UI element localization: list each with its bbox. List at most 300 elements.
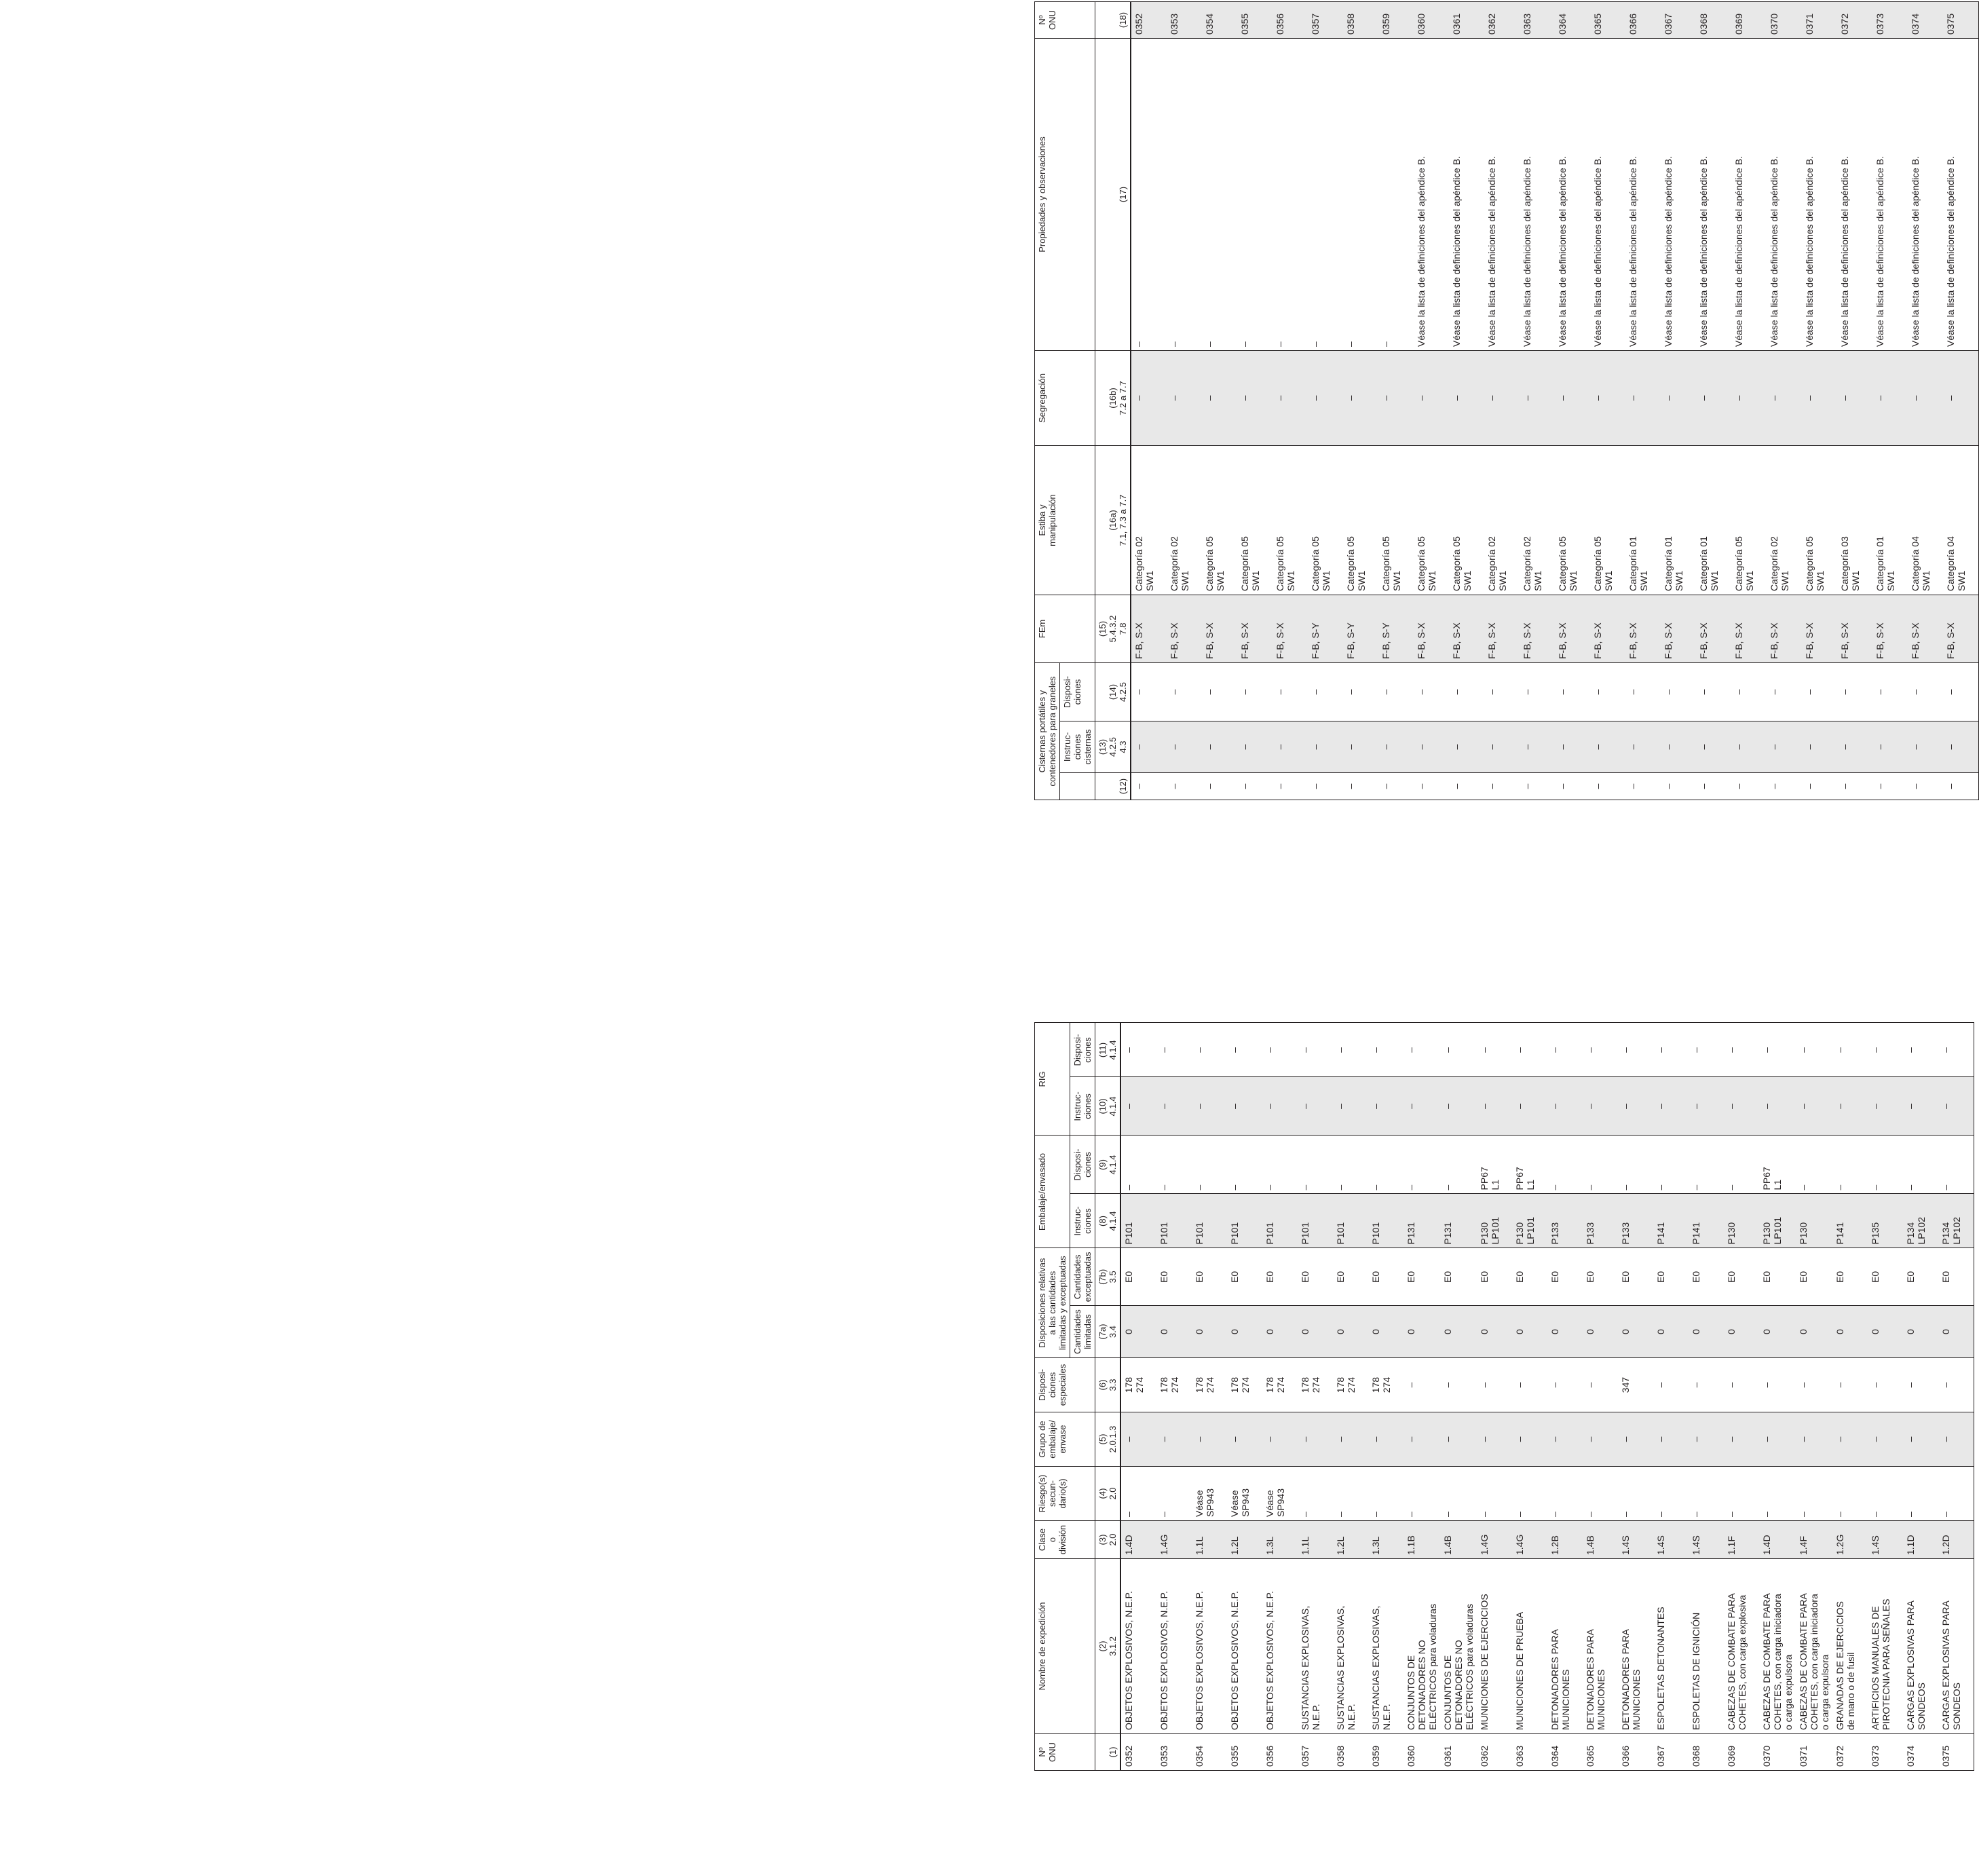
cell-onu: 0363: [1512, 1734, 1547, 1771]
cell-pack-provisions: –: [1689, 1136, 1724, 1194]
cell-tank-provisions: –: [1908, 663, 1943, 721]
cell-ibc-instructions: –: [1832, 1077, 1868, 1136]
cell-tank-instructions: –: [1414, 721, 1449, 773]
cell-ibc-provisions: –: [1938, 1023, 1974, 1077]
cell-col12: –: [1520, 773, 1555, 800]
cell-col12: –: [1661, 773, 1696, 800]
cell-class: 1.2G: [1832, 1521, 1868, 1559]
cell-pack-instructions: P131: [1403, 1194, 1440, 1248]
cell-stowage: Categoría 01 SW1: [1696, 446, 1731, 595]
cell-shipping-name: ESPOLETAS DETONANTES: [1653, 1559, 1689, 1734]
cell-pack-provisions: –: [1368, 1136, 1403, 1194]
cell-excepted: E0: [1262, 1248, 1298, 1306]
cell-segregation: –: [1308, 351, 1343, 446]
cell-tank-provisions: –: [1696, 663, 1731, 721]
cell-tank-provisions: –: [1802, 663, 1837, 721]
cell-tank-provisions: –: [1731, 663, 1767, 721]
cell-pack-provisions: PP67 L1: [1512, 1136, 1547, 1194]
cell-pack-provisions: –: [1227, 1136, 1262, 1194]
cell-segregation: –: [1590, 351, 1625, 446]
cell-excepted: E0: [1583, 1248, 1618, 1306]
cell-onu: 0372: [1832, 1734, 1868, 1771]
cell-excepted: E0: [1368, 1248, 1403, 1306]
cell-stowage: Categoría 02 SW1: [1520, 446, 1555, 595]
cell-packing-group: –: [1403, 1412, 1440, 1467]
cell-pack-provisions: –: [1653, 1136, 1689, 1194]
cell-class: 1.2D: [1938, 1521, 1974, 1559]
cell-limited: 0: [1832, 1306, 1868, 1358]
cell-col12: –: [1802, 773, 1837, 800]
cell-ibc-instructions: –: [1938, 1077, 1974, 1136]
colnum-1: (1): [1095, 1734, 1121, 1771]
cell-excepted: E0: [1403, 1248, 1440, 1306]
cell-onu-right: 0370: [1767, 2, 1802, 39]
cell-packing-group: –: [1477, 1412, 1512, 1467]
cell-excepted: E0: [1903, 1248, 1938, 1306]
table-row: [1908, 2, 1943, 800]
cell-limited: 0: [1796, 1306, 1832, 1358]
cell-class: 1.1B: [1403, 1521, 1440, 1559]
cell-special-provisions: 178 274: [1368, 1358, 1403, 1412]
cell-pack-provisions: –: [1298, 1136, 1333, 1194]
table-row: [1696, 2, 1731, 800]
cell-onu: 0368: [1689, 1734, 1724, 1771]
cell-col12: –: [1308, 773, 1343, 800]
cell-onu-right: 0364: [1555, 2, 1590, 39]
cell-tank-provisions: –: [1167, 663, 1202, 721]
cell-tank-instructions: –: [1237, 721, 1273, 773]
cell-ibc-provisions: –: [1262, 1023, 1298, 1077]
cell-ibc-provisions: –: [1653, 1023, 1689, 1077]
cell-ibc-instructions: –: [1192, 1077, 1227, 1136]
cell-limited: 0: [1938, 1306, 1974, 1358]
header-shipping-name: Nombre de expedición: [1035, 1559, 1095, 1734]
cell-packing-group: –: [1512, 1412, 1547, 1467]
cell-special-provisions: –: [1938, 1358, 1974, 1412]
cell-tank-provisions: –: [1414, 663, 1449, 721]
cell-pack-instructions: P101: [1192, 1194, 1227, 1248]
cell-excepted: E0: [1938, 1248, 1974, 1306]
header-packing-group: Grupo de embalaje/ envase: [1035, 1412, 1095, 1467]
cell-limited: 0: [1689, 1306, 1724, 1358]
cell-pack-instructions: P101: [1368, 1194, 1403, 1248]
cell-class: 1.2B: [1547, 1521, 1583, 1559]
cell-subsidiary-risk: –: [1547, 1467, 1583, 1521]
header-ibc-instructions: Instruc- ciones: [1070, 1077, 1095, 1136]
cell-tank-instructions: –: [1308, 721, 1343, 773]
cell-ems: F-B, S-X: [1590, 595, 1625, 663]
cell-stowage: Categoría 05 SW1: [1414, 446, 1449, 595]
cell-stowage: Categoría 05 SW1: [1308, 446, 1343, 595]
cell-onu: 0373: [1868, 1734, 1903, 1771]
table-row: [1731, 2, 1767, 800]
cell-onu: 0356: [1262, 1734, 1298, 1771]
cell-tank-provisions: –: [1273, 663, 1308, 721]
cell-tank-instructions: –: [1131, 721, 1167, 773]
cell-pack-instructions: P130: [1724, 1194, 1759, 1248]
cell-onu: 0353: [1156, 1734, 1192, 1771]
cell-excepted: E0: [1868, 1248, 1903, 1306]
cell-ibc-provisions: –: [1868, 1023, 1903, 1077]
cell-class: 1.4G: [1512, 1521, 1547, 1559]
table-row: [1547, 1023, 1583, 1771]
cell-tank-provisions: –: [1484, 663, 1520, 721]
cell-pack-instructions: P134 LP102: [1903, 1194, 1938, 1248]
header-pack-instructions: Instruc- ciones: [1070, 1194, 1095, 1248]
cell-ibc-provisions: –: [1477, 1023, 1512, 1077]
cell-onu-right: 0353: [1167, 2, 1202, 39]
cell-ems: F-B, S-X: [1943, 595, 1979, 663]
cell-onu: 0362: [1477, 1734, 1512, 1771]
cell-limited: 0: [1477, 1306, 1512, 1358]
cell-tank-instructions: –: [1943, 721, 1979, 773]
cell-tank-instructions: –: [1696, 721, 1731, 773]
cell-limited: 0: [1262, 1306, 1298, 1358]
cell-packing-group: –: [1547, 1412, 1583, 1467]
cell-pack-provisions: PP67 L1: [1759, 1136, 1796, 1194]
cell-properties: Véase la lista de definiciones del apéndice B.: [1943, 39, 1979, 351]
cell-onu-right: 0352: [1131, 2, 1167, 39]
cell-class: 1.4D: [1759, 1521, 1796, 1559]
colnum-6: (6) 3.3: [1095, 1358, 1121, 1412]
cell-ibc-instructions: –: [1653, 1077, 1689, 1136]
cell-shipping-name: OBJETOS EXPLOSIVOS, N.E.P.: [1120, 1559, 1156, 1734]
colnum-16a: (16a) 7.1, 7.3 a 7.7: [1095, 446, 1131, 595]
cell-segregation: –: [1131, 351, 1167, 446]
cell-shipping-name: CABEZAS DE COMBATE PARA COHETES, con carga iniciadora o carga expulsora: [1796, 1559, 1832, 1734]
cell-properties: –: [1202, 39, 1237, 351]
table-row: [1872, 2, 1908, 800]
cell-properties: Véase la lista de definiciones del apéndice B.: [1837, 39, 1872, 351]
header-ibc-provisions: Disposi- ciones: [1070, 1023, 1095, 1077]
cell-onu-right: 0355: [1237, 2, 1273, 39]
cell-subsidiary-risk: Véase SP943: [1227, 1467, 1262, 1521]
cell-special-provisions: 178 274: [1156, 1358, 1192, 1412]
cell-pack-instructions: P134 LP102: [1938, 1194, 1974, 1248]
cell-excepted: E0: [1192, 1248, 1227, 1306]
cell-shipping-name: DETONADORES PARA MUNICIONES: [1547, 1559, 1583, 1734]
cell-tank-instructions: –: [1449, 721, 1484, 773]
table-row: [1192, 1023, 1227, 1771]
cell-limited: 0: [1120, 1306, 1156, 1358]
cell-segregation: –: [1414, 351, 1449, 446]
cell-ibc-instructions: –: [1477, 1077, 1512, 1136]
cell-packing-group: –: [1120, 1412, 1156, 1467]
cell-excepted: E0: [1547, 1248, 1583, 1306]
cell-ibc-provisions: –: [1759, 1023, 1796, 1077]
cell-shipping-name: CABEZAS DE COMBATE PARA COHETES, con carga iniciadora o carga expulsora: [1759, 1559, 1796, 1734]
table-row: [1308, 2, 1343, 800]
table-row: [1202, 2, 1237, 800]
table-row: [1653, 1023, 1689, 1771]
colnum-16b: (16b) 7.2 a 7.7: [1095, 351, 1131, 446]
cell-stowage: Categoría 03 SW1: [1837, 446, 1872, 595]
table-row: [1449, 2, 1484, 800]
cell-excepted: E0: [1120, 1248, 1156, 1306]
cell-tank-provisions: –: [1837, 663, 1872, 721]
cell-segregation: –: [1167, 351, 1202, 446]
cell-onu-right: 0357: [1308, 2, 1343, 39]
cell-excepted: E0: [1512, 1248, 1547, 1306]
cell-subsidiary-risk: –: [1333, 1467, 1368, 1521]
cell-limited: 0: [1903, 1306, 1938, 1358]
cell-tank-provisions: –: [1625, 663, 1661, 721]
cell-stowage: Categoría 02 SW1: [1167, 446, 1202, 595]
cell-shipping-name: SUSTANCIAS EXPLOSIVAS, N.E.P.: [1368, 1559, 1403, 1734]
cell-properties: Véase la lista de definiciones del apéndice B.: [1696, 39, 1731, 351]
cell-packing-group: –: [1689, 1412, 1724, 1467]
cell-onu: 0352: [1120, 1734, 1156, 1771]
cell-properties: –: [1273, 39, 1308, 351]
cell-special-provisions: –: [1403, 1358, 1440, 1412]
cell-ibc-instructions: –: [1368, 1077, 1403, 1136]
cell-tank-instructions: –: [1378, 721, 1414, 773]
cell-properties: Véase la lista de definiciones del apéndice B.: [1449, 39, 1484, 351]
cell-ems: F-B, S-X: [1202, 595, 1237, 663]
table-row: [1378, 2, 1414, 800]
table-row: [1131, 2, 1167, 800]
header-onu-right: Nº ONU: [1035, 2, 1095, 39]
cell-subsidiary-risk: –: [1618, 1467, 1653, 1521]
cell-onu: 0374: [1903, 1734, 1938, 1771]
cell-ibc-provisions: –: [1583, 1023, 1618, 1077]
header-excepted: Cantidades exceptuadas: [1070, 1248, 1095, 1306]
cell-ems: F-B, S-Y: [1378, 595, 1414, 663]
cell-segregation: –: [1378, 351, 1414, 446]
cell-ibc-provisions: –: [1547, 1023, 1583, 1077]
cell-col12: –: [1343, 773, 1378, 800]
cell-tank-provisions: –: [1555, 663, 1590, 721]
cell-ems: F-B, S-X: [1131, 595, 1167, 663]
cell-ibc-instructions: –: [1618, 1077, 1653, 1136]
cell-pack-instructions: P133: [1618, 1194, 1653, 1248]
cell-pack-provisions: –: [1547, 1136, 1583, 1194]
header-ems: FEm: [1035, 595, 1095, 663]
cell-subsidiary-risk: –: [1477, 1467, 1512, 1521]
cell-onu: 0360: [1403, 1734, 1440, 1771]
cell-pack-instructions: P101: [1120, 1194, 1156, 1248]
cell-packing-group: –: [1368, 1412, 1403, 1467]
cell-segregation: –: [1872, 351, 1908, 446]
cell-stowage: Categoría 05 SW1: [1343, 446, 1378, 595]
cell-stowage: Categoría 05 SW1: [1449, 446, 1484, 595]
cell-properties: –: [1308, 39, 1343, 351]
cell-excepted: E0: [1653, 1248, 1689, 1306]
cell-shipping-name: MUNICIONES DE EJERCICIOS: [1477, 1559, 1512, 1734]
cell-special-provisions: 178 274: [1192, 1358, 1227, 1412]
cell-onu: 0366: [1618, 1734, 1653, 1771]
table-row: [1298, 1023, 1333, 1771]
cell-packing-group: –: [1227, 1412, 1262, 1467]
cell-class: 1.4B: [1440, 1521, 1477, 1559]
cell-subsidiary-risk: –: [1832, 1467, 1868, 1521]
cell-shipping-name: CARGAS EXPLOSIVAS PARA SONDEOS: [1903, 1559, 1938, 1734]
cell-pack-provisions: –: [1156, 1136, 1192, 1194]
cell-onu-right: 0358: [1343, 2, 1378, 39]
cell-tank-provisions: –: [1943, 663, 1979, 721]
cell-shipping-name: OBJETOS EXPLOSIVOS, N.E.P.: [1227, 1559, 1262, 1734]
cell-packing-group: –: [1583, 1412, 1618, 1467]
cell-special-provisions: –: [1903, 1358, 1938, 1412]
cell-packing-group: –: [1868, 1412, 1903, 1467]
cell-pack-provisions: –: [1938, 1136, 1974, 1194]
cell-ems: F-B, S-X: [1802, 595, 1837, 663]
header-limited-excepted-group: Disposiciones relativas a las cantidades limitadas y exceptuadas: [1035, 1248, 1070, 1358]
cell-ibc-instructions: –: [1868, 1077, 1903, 1136]
cell-ems: F-B, S-X: [1237, 595, 1273, 663]
table-row: [1903, 1023, 1938, 1771]
cell-pack-provisions: –: [1262, 1136, 1298, 1194]
cell-class: 1.4F: [1796, 1521, 1832, 1559]
cell-tank-provisions: –: [1308, 663, 1343, 721]
cell-col12: –: [1167, 773, 1202, 800]
header-limited: Cantidades limitadas: [1070, 1306, 1095, 1358]
cell-pack-provisions: –: [1403, 1136, 1440, 1194]
cell-stowage: Categoría 05 SW1: [1273, 446, 1308, 595]
cell-shipping-name: SUSTANCIAS EXPLOSIVAS, N.E.P.: [1298, 1559, 1333, 1734]
cell-subsidiary-risk: –: [1759, 1467, 1796, 1521]
cell-onu-right: 0375: [1943, 2, 1979, 39]
header-special-provisions: Disposi- ciones especiales: [1035, 1358, 1095, 1412]
cell-packing-group: –: [1796, 1412, 1832, 1467]
colnum-8: (8) 4.1.4: [1095, 1194, 1121, 1248]
cell-limited: 0: [1440, 1306, 1477, 1358]
table-row: [1368, 1023, 1403, 1771]
cell-subsidiary-risk: –: [1724, 1467, 1759, 1521]
cell-special-provisions: –: [1724, 1358, 1759, 1412]
cell-segregation: –: [1555, 351, 1590, 446]
cell-limited: 0: [1298, 1306, 1333, 1358]
cell-col12: –: [1625, 773, 1661, 800]
cell-pack-provisions: –: [1868, 1136, 1903, 1194]
table-row: [1156, 1023, 1192, 1771]
cell-pack-instructions: P141: [1832, 1194, 1868, 1248]
cell-col12: –: [1484, 773, 1520, 800]
colnum-4: (4) 2.0: [1095, 1467, 1121, 1521]
table-row: [1724, 1023, 1759, 1771]
cell-segregation: –: [1943, 351, 1979, 446]
cell-ems: F-B, S-X: [1837, 595, 1872, 663]
cell-ibc-instructions: –: [1759, 1077, 1796, 1136]
colnum-9: (9) 4.1.4: [1095, 1136, 1121, 1194]
cell-pack-instructions: P130: [1796, 1194, 1832, 1248]
table-row: [1512, 1023, 1547, 1771]
cell-tank-provisions: –: [1131, 663, 1167, 721]
cell-ems: F-B, S-X: [1520, 595, 1555, 663]
cell-ibc-provisions: –: [1512, 1023, 1547, 1077]
table-row: [1237, 2, 1273, 800]
cell-ibc-instructions: –: [1689, 1077, 1724, 1136]
cell-onu-right: 0371: [1802, 2, 1837, 39]
cell-subsidiary-risk: –: [1440, 1467, 1477, 1521]
cell-segregation: –: [1908, 351, 1943, 446]
cell-subsidiary-risk: Véase SP943: [1192, 1467, 1227, 1521]
cell-ibc-instructions: –: [1298, 1077, 1333, 1136]
cell-properties: Véase la lista de definiciones del apéndice B.: [1590, 39, 1625, 351]
cell-onu: 0354: [1192, 1734, 1227, 1771]
cell-shipping-name: OBJETOS EXPLOSIVOS, N.E.P.: [1192, 1559, 1227, 1734]
cell-stowage: Categoría 01 SW1: [1661, 446, 1696, 595]
cell-limited: 0: [1156, 1306, 1192, 1358]
cell-col12: –: [1872, 773, 1908, 800]
cell-onu: 0359: [1368, 1734, 1403, 1771]
cell-col12: –: [1731, 773, 1767, 800]
cell-ibc-provisions: –: [1156, 1023, 1192, 1077]
cell-subsidiary-risk: –: [1156, 1467, 1192, 1521]
table-row: [1759, 1023, 1796, 1771]
cell-tank-provisions: –: [1237, 663, 1273, 721]
cell-shipping-name: CABEZAS DE COMBATE PARA COHETES, con carga explosiva: [1724, 1559, 1759, 1734]
cell-onu: 0357: [1298, 1734, 1333, 1771]
cell-pack-instructions: P101: [1333, 1194, 1368, 1248]
cell-packing-group: –: [1192, 1412, 1227, 1467]
cell-ibc-provisions: –: [1192, 1023, 1227, 1077]
cell-shipping-name: DETONADORES PARA MUNICIONES: [1583, 1559, 1618, 1734]
cell-stowage: Categoría 05 SW1: [1202, 446, 1237, 595]
cell-limited: 0: [1653, 1306, 1689, 1358]
cell-excepted: E0: [1832, 1248, 1868, 1306]
cell-class: 1.2L: [1227, 1521, 1262, 1559]
header-pack-provisions: Disposi- ciones: [1070, 1136, 1095, 1194]
cell-stowage: Categoría 05 SW1: [1590, 446, 1625, 595]
cell-excepted: E0: [1689, 1248, 1724, 1306]
cell-col12: –: [1767, 773, 1802, 800]
cell-tank-instructions: –: [1555, 721, 1590, 773]
cell-tank-instructions: –: [1661, 721, 1696, 773]
cell-excepted: E0: [1156, 1248, 1192, 1306]
cell-col12: –: [1837, 773, 1872, 800]
cell-ibc-provisions: –: [1120, 1023, 1156, 1077]
cell-ems: F-B, S-X: [1414, 595, 1449, 663]
cell-segregation: –: [1520, 351, 1555, 446]
cell-tank-provisions: –: [1449, 663, 1484, 721]
cell-limited: 0: [1759, 1306, 1796, 1358]
cell-stowage: Categoría 01 SW1: [1625, 446, 1661, 595]
cell-ibc-provisions: –: [1227, 1023, 1262, 1077]
cell-shipping-name: MUNICIONES DE PRUEBA: [1512, 1559, 1547, 1734]
cell-special-provisions: –: [1868, 1358, 1903, 1412]
cell-packing-group: –: [1156, 1412, 1192, 1467]
colnum-15: (15) 5.4.3.2 7.8: [1095, 595, 1131, 663]
table-row: [1343, 2, 1378, 800]
table-row: [1837, 2, 1872, 800]
table-row: [1661, 2, 1696, 800]
cell-pack-provisions: PP67 L1: [1477, 1136, 1512, 1194]
cell-properties: –: [1378, 39, 1414, 351]
cell-special-provisions: –: [1477, 1358, 1512, 1412]
table-row: [1938, 1023, 1974, 1771]
cell-properties: –: [1167, 39, 1202, 351]
cell-onu: 0365: [1583, 1734, 1618, 1771]
cell-special-provisions: –: [1583, 1358, 1618, 1412]
cell-ems: F-B, S-X: [1449, 595, 1484, 663]
cell-class: 1.4S: [1689, 1521, 1724, 1559]
cell-properties: –: [1343, 39, 1378, 351]
cell-onu-right: 0356: [1273, 2, 1308, 39]
cell-ibc-instructions: –: [1227, 1077, 1262, 1136]
cell-class: 1.1L: [1298, 1521, 1333, 1559]
header-tank-provisions: Disposi- ciones: [1060, 663, 1095, 721]
cell-class: 1.4G: [1156, 1521, 1192, 1559]
cell-class: 1.4S: [1618, 1521, 1653, 1559]
cell-onu-right: 0366: [1625, 2, 1661, 39]
colnum-12: (12): [1095, 773, 1131, 800]
header-ibc-group: RIG: [1035, 1023, 1070, 1136]
colnum-7b: (7b) 3.5: [1095, 1248, 1121, 1306]
cell-ibc-instructions: –: [1903, 1077, 1938, 1136]
cell-pack-provisions: –: [1903, 1136, 1938, 1194]
table-row: [1618, 1023, 1653, 1771]
